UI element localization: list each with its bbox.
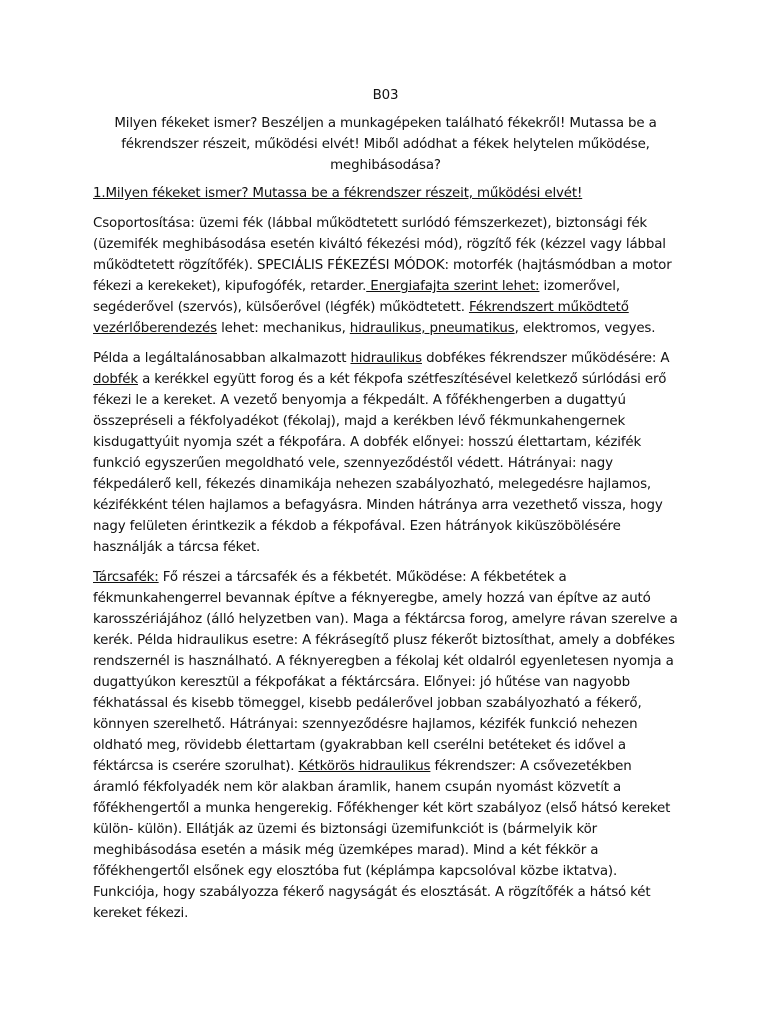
exam-question: Milyen fékeket ismer? Beszéljen a munkagépeken található fékekről! Mutassa be a fékrendszer részeit, működési elvét! Miből adódhat a fékek helytelen működése, meghibásodása?	[114, 116, 657, 173]
text-segment: , elektromos, vegyes.	[514, 321, 656, 336]
document-page	[93, 85, 678, 933]
section-heading: 1.Milyen fékeket ismer? Mutassa be a fékrendszer részeit, működési elvét!	[93, 186, 583, 201]
text-segment: lehet: mechanikus,	[216, 321, 350, 336]
text-segment: izomerővel, segéderővel (szervós), külsőerővel (légfék) működtetett.	[93, 279, 620, 315]
underlined-term: dobfék	[93, 372, 138, 387]
paragraph-classification	[93, 213, 678, 339]
underlined-term: hidraulikus	[350, 351, 422, 366]
paragraph-disc-brake	[93, 567, 678, 924]
text-segment: Példa a legáltalánosabban alkalmazott	[93, 351, 351, 366]
text-segment: dobfékes fékrendszer működésére: A	[421, 351, 670, 366]
paragraph-drum-brake	[93, 348, 678, 558]
text-segment: Csoportosítása: üzemi fék (lábbal működtetett surlódó fémszerkezet), biztonsági fék (üzemifék meghibásodása esetén kiváltó fékezési mód), rögzítő fék (kézzel vagy lábbal működtetett rögzítőfék). SPECIÁLIS FÉKEZÉSI MÓDOK: motorfék (hajtásmódban a motor fékezi a kerekeket), kipufogófék, retarder.	[93, 216, 672, 294]
underlined-term: Tárcsafék:	[93, 570, 159, 585]
underlined-term: Kétkörös hidraulikus	[298, 759, 431, 774]
text-segment: a kerékkel együtt forog és a két fékpofa szétfeszítésével keletkező súrlódási erő fékezi le a kereket. A vezető benyomja a fékpedált. A főfékhengerben a dugattyú összepréseli a fékfolyadékot (fékolaj), majd a kerékben lévő fékmunkahengernek kisdugattyúit nyomja szét a fékpofára. A dobfék előnyei: hosszú élettartam, kézifék funkció egyszerűen megoldható vele, szennyeződéstől védett. Hátrányai: nagy fékpedálerő kell, fékezés dinamikája nehezen szabályozható, melegedésre hajlamos, kézifékként télen hajlamos a befagyásra. Minden hátránya arra vezethető vissza, hogy nagy felületen érintkezik a fékdob a fékpofával. Ezen hátrányok kiküszöbölésére használják a tárcsa féket.	[93, 372, 667, 555]
text-segment: Fő részei a tárcsafék és a fékbetét. Működése: A fékbetétek a fékmunkahengerrel bevannak építve a féknyeregbe, amely hozzá van építve az autó karosszériájához (álló helyzetben van). Maga a féktárcsa forog, amelyre rávan szerelve a kerék. Példa hidraulikus esetre: A fékrásegítő plusz fékerőt biztosíthat, amely a dobfékes rendszernél is használható. A féknyeregben a fékolaj két oldalról egyenletesen nyomja a dugattyúkon keresztül a fékpofákat a féktárcsára. Előnyei: jó hűtése van nagyobb fékhatással és kisebb tömeggel, kisebb pedálerővel jobban szabályozható a fékerő, könnyen szerelhető. Hátrányai: szennyeződésre hajlamos, kézifék funkció nehezen oldható meg, rövidebb élettartam (gyakrabban kell cserélni betéteket és idővel a féktárcsa is cserére szorulhat).	[93, 570, 678, 774]
underlined-term: Fékrendszert működtető vezérlőberendezés	[93, 300, 629, 336]
underlined-term: Energiafajta szerint lehet:	[366, 279, 540, 294]
text-segment: fékrendszer: A csővezetékben áramló fékfolyadék nem kör alakban áramlik, hanem csupán nyomást közvetít a főfékhengertől a munka hengerekig. Főfékhenger két kört szabályoz (első hátsó kereket külön- külön). Ellátják az üzemi és biztonsági üzemifunkciót is (bármelyik kör meghibásodása esetén a másik még üzemképes marad). Mind a két fékkör a főfékhengertől elsőnek egy elosztóba fut (képlámpa kapcsolóval közbe iktatva). Funkciója, hogy szabályozza fékerő nagyságát és elosztását. A rögzítőfék a hátsó két kereket fékezi.	[93, 759, 671, 921]
document-code: B03	[372, 88, 399, 103]
underlined-term: hidraulikus, pneumatikus	[349, 321, 515, 336]
